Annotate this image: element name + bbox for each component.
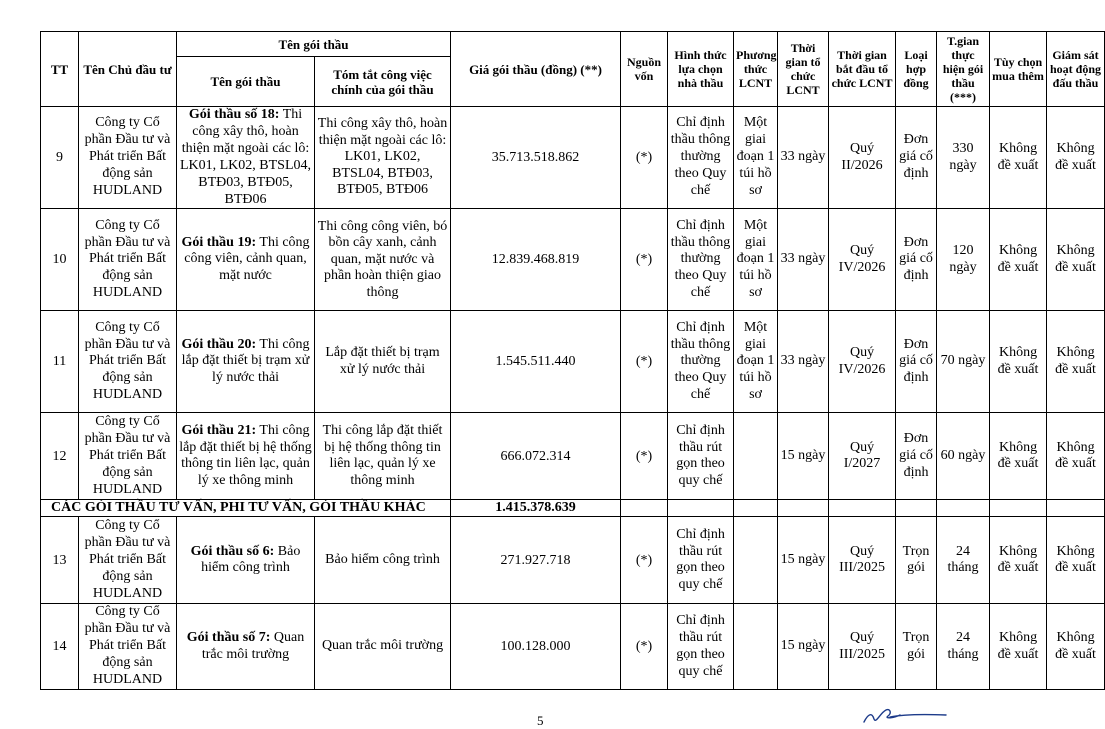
section-empty [621, 500, 668, 517]
page-number: 5 [537, 713, 544, 728]
row-supervision: Không đề xuất [1047, 311, 1105, 413]
row-price: 100.128.000 [451, 604, 621, 690]
row-price: 1.545.511.440 [451, 311, 621, 413]
row-source: (*) [621, 311, 668, 413]
row-source: (*) [621, 517, 668, 604]
package-rest: Thi công lắp đặt thiết bị trạm xử lý nước thải [181, 336, 310, 386]
row-price: 12.839.468.819 [451, 209, 621, 311]
row-owner: Công ty Cổ phần Đầu tư và Phát triển Bất động sản HUDLAND [79, 413, 177, 500]
row-start-time: Quý IV/2026 [829, 311, 896, 413]
row-method [734, 604, 778, 690]
row-source: (*) [621, 413, 668, 500]
row-org-time: 15 ngày [778, 413, 829, 500]
row-exec-time: 330 ngày [937, 107, 990, 209]
package-label: Gói thầu 20: [181, 336, 257, 352]
row-contract-type: Trọn gói [896, 604, 937, 690]
row-tt: 11 [41, 311, 79, 413]
row-org-time: 33 ngày [778, 107, 829, 209]
bidding-plan-table [40, 31, 1105, 690]
row-method: Một giai đoạn 1 túi hồ sơ [734, 311, 778, 413]
row-exec-time: 24 tháng [937, 604, 990, 690]
row-price: 35.713.518.862 [451, 107, 621, 209]
row-supervision: Không đề xuất [1047, 517, 1105, 604]
header-package-group: Tên gói thầu [177, 32, 451, 57]
row-start-time: Quý III/2025 [829, 604, 896, 690]
package-label: Gói thầu số 18: [188, 107, 280, 122]
header-exec-time: T.gian thực hiện gói thầu (***) [937, 32, 990, 107]
package-label: Gói thầu số 7: [186, 629, 271, 645]
row-org-time: 33 ngày [778, 311, 829, 413]
row-summary: Quan trắc môi trường [315, 604, 451, 690]
row-exec-time: 24 tháng [937, 517, 990, 604]
row-selection-form: Chỉ định thầu thông thường theo Quy chế [668, 311, 734, 413]
row-package [177, 604, 315, 690]
row-owner: Công ty Cổ phần Đầu tư và Phát triển Bất động sản HUDLAND [79, 604, 177, 690]
row-exec-time: 70 ngày [937, 311, 990, 413]
table-row [41, 604, 1105, 690]
row-selection-form: Chỉ định thầu thông thường theo Quy chế [668, 107, 734, 209]
header-option: Tùy chọn mua thêm [990, 32, 1047, 107]
header-owner: Tên Chủ đầu tư [79, 32, 177, 107]
row-owner: Công ty Cổ phần Đầu tư và Phát triển Bất động sản HUDLAND [79, 517, 177, 604]
row-tt: 13 [41, 517, 79, 604]
header-org-time: Thời gian tổ chức LCNT [778, 32, 829, 107]
table-row [41, 209, 1105, 311]
row-exec-time: 120 ngày [937, 209, 990, 311]
row-price: 666.072.314 [451, 413, 621, 500]
row-option: Không đề xuất [990, 604, 1047, 690]
header-source: Nguồn vốn [621, 32, 668, 107]
row-exec-time: 60 ngày [937, 413, 990, 500]
row-supervision: Không đề xuất [1047, 413, 1105, 500]
header-method: Phương thức LCNT [734, 32, 778, 107]
section-empty [937, 500, 990, 517]
section-empty [990, 500, 1047, 517]
package-label: Gói thầu số 6: [190, 543, 275, 559]
header-supervision: Giám sát hoạt động đấu thầu [1047, 32, 1105, 107]
row-contract-type: Trọn gói [896, 517, 937, 604]
row-method [734, 413, 778, 500]
signature-icon [860, 705, 950, 727]
table-row [41, 517, 1105, 604]
package-label: Gói thầu 19: [181, 234, 257, 250]
section-total: 1.415.378.639 [451, 500, 621, 517]
row-contract-type: Đơn giá cố định [896, 311, 937, 413]
row-start-time: Quý IV/2026 [829, 209, 896, 311]
row-summary: Thi công công viên, bó bồn cây xanh, cảnh quan, mặt nước và phần hoàn thiện giao thông [315, 209, 451, 311]
header-contract-type: Loại hợp đồng [896, 32, 937, 107]
row-option: Không đề xuất [990, 413, 1047, 500]
header-summary: Tóm tắt công việc chính của gói thầu [315, 57, 451, 107]
row-contract-type: Đơn giá cố định [896, 413, 937, 500]
package-rest: Thi công công viên, cảnh quan, mặt nước [184, 234, 310, 284]
section-row [41, 500, 1105, 517]
package-rest: Bảo hiểm công trình [201, 543, 301, 576]
package-label: Gói thầu 21: [181, 422, 257, 438]
row-supervision: Không đề xuất [1047, 107, 1105, 209]
row-supervision: Không đề xuất [1047, 604, 1105, 690]
row-selection-form: Chỉ định thầu thông thường theo Quy chế [668, 209, 734, 311]
row-org-time: 15 ngày [778, 517, 829, 604]
row-method: Một giai đoạn 1 túi hồ sơ [734, 107, 778, 209]
row-option: Không đề xuất [990, 107, 1047, 209]
row-tt: 9 [41, 107, 79, 209]
row-tt: 14 [41, 604, 79, 690]
row-method: Một giai đoạn 1 túi hồ sơ [734, 209, 778, 311]
row-owner: Công ty Cổ phần Đầu tư và Phát triển Bất động sản HUDLAND [79, 107, 177, 209]
row-owner: Công ty Cổ phần Đầu tư và Phát triển Bất động sản HUDLAND [79, 209, 177, 311]
row-package [177, 517, 315, 604]
row-selection-form: Chỉ định thầu rút gọn theo quy chế [668, 413, 734, 500]
row-contract-type: Đơn giá cố định [896, 107, 937, 209]
header-package-name: Tên gói thầu [177, 57, 315, 107]
row-org-time: 15 ngày [778, 604, 829, 690]
section-empty [778, 500, 829, 517]
section-empty [896, 500, 937, 517]
row-selection-form: Chỉ định thầu rút gọn theo quy chế [668, 517, 734, 604]
header-selection-form: Hình thức lựa chọn nhà thầu [668, 32, 734, 107]
row-start-time: Quý II/2026 [829, 107, 896, 209]
row-summary: Thi công xây thô, hoàn thiện mặt ngoài các lô: LK01, LK02, BTSL04, BTĐ03, BTĐ05, BTĐ06 [315, 107, 451, 209]
row-org-time: 33 ngày [778, 209, 829, 311]
row-option: Không đề xuất [990, 311, 1047, 413]
header-tt: TT [41, 32, 79, 107]
row-summary: Thi công lắp đặt thiết bị hệ thống thông tin liên lạc, quản lý xe thông minh [315, 413, 451, 500]
section-empty [734, 500, 778, 517]
row-start-time: Quý I/2027 [829, 413, 896, 500]
row-source: (*) [621, 107, 668, 209]
table-row [41, 107, 1105, 209]
section-empty [1047, 500, 1105, 517]
header-price: Giá gói thầu (đồng) (**) [451, 32, 621, 107]
row-package [177, 209, 315, 311]
row-start-time: Quý III/2025 [829, 517, 896, 604]
row-option: Không đề xuất [990, 517, 1047, 604]
row-source: (*) [621, 209, 668, 311]
row-selection-form: Chỉ định thầu rút gọn theo quy chế [668, 604, 734, 690]
row-summary: Bảo hiểm công trình [315, 517, 451, 604]
row-package [177, 311, 315, 413]
row-method [734, 517, 778, 604]
header-start-time: Thời gian bắt đầu tổ chức LCNT [829, 32, 896, 107]
package-rest: Thi công lắp đặt thiết bị hệ thống thông tin liên lạc, quản lý xe thông minh [179, 422, 312, 489]
package-rest: Thi công xây thô, hoàn thiện mặt ngoài các lô: LK01, LK02, BTSL04, BTĐ03, BTĐ05, BTĐ06 [179, 107, 312, 207]
row-supervision: Không đề xuất [1047, 209, 1105, 311]
row-source: (*) [621, 604, 668, 690]
section-empty [668, 500, 734, 517]
table-row [41, 311, 1105, 413]
row-option: Không đề xuất [990, 209, 1047, 311]
table-row [41, 413, 1105, 500]
row-package [177, 413, 315, 500]
row-summary: Lắp đặt thiết bị trạm xử lý nước thải [315, 311, 451, 413]
section-title: CÁC GÓI THẦU TƯ VẤN, PHI TƯ VẤN, GÓI THẦU KHÁC [41, 500, 451, 517]
row-owner: Công ty Cổ phần Đầu tư và Phát triển Bất động sản HUDLAND [79, 311, 177, 413]
row-tt: 12 [41, 413, 79, 500]
section-empty [829, 500, 896, 517]
row-tt: 10 [41, 209, 79, 311]
row-package [177, 107, 315, 209]
row-contract-type: Đơn giá cố định [896, 209, 937, 311]
row-price: 271.927.718 [451, 517, 621, 604]
package-rest: Quan trắc môi trường [201, 629, 305, 662]
